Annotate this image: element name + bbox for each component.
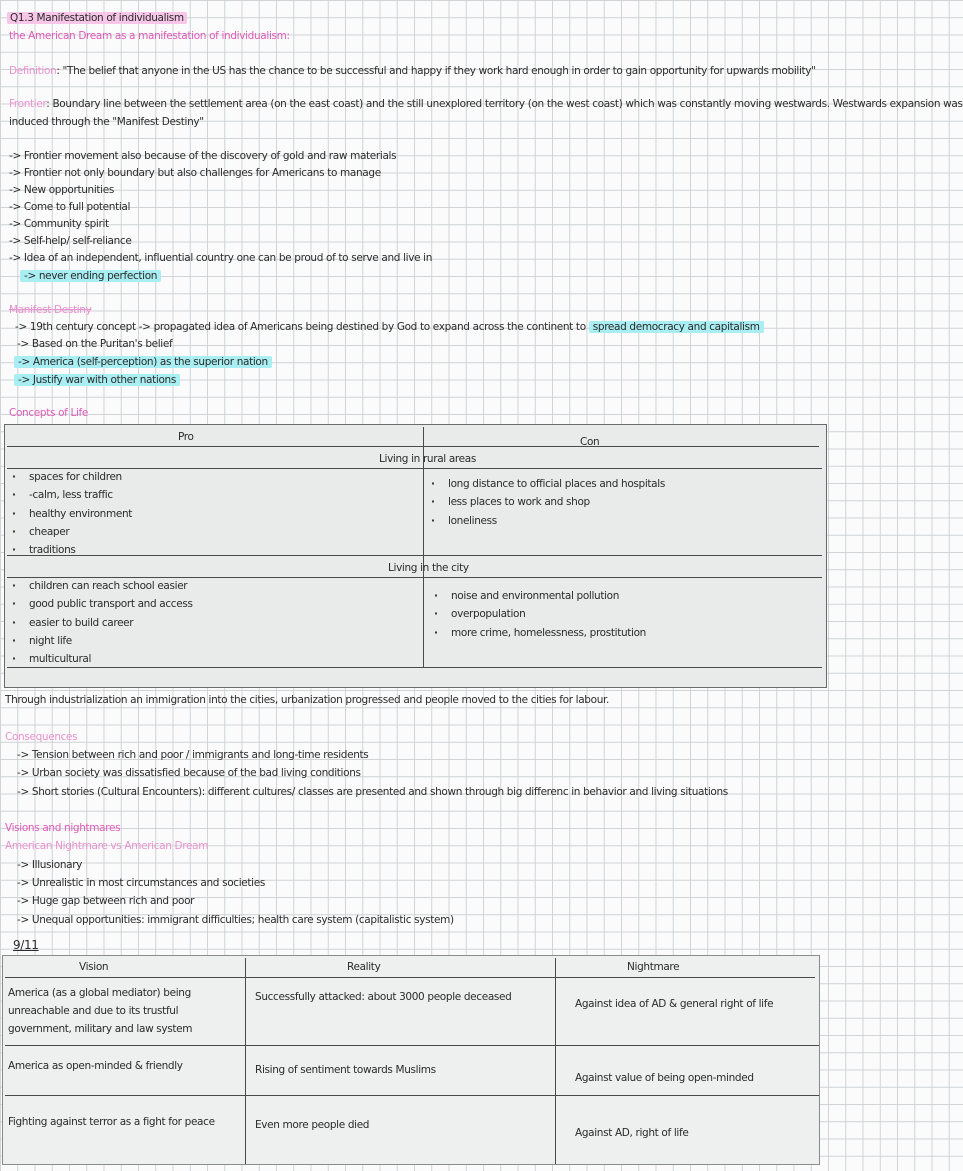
- frontier-label: Frontier: [9, 98, 47, 110]
- table-cell: Against value of being open-minded: [575, 1072, 754, 1084]
- consequence-point: -> Tension between rich and poor / immigrants and long-time residents: [17, 749, 369, 761]
- list-item: · traditions: [10, 541, 132, 559]
- consequences-label: Consequences: [5, 731, 78, 743]
- list-item: · children can reach school easier: [10, 577, 193, 595]
- table-cell: America (as a global mediator) being unreachable and due to its trustful government, military and law system: [8, 987, 193, 1035]
- pro-header: Pro: [178, 431, 194, 443]
- manifest-destiny-point: -> 19th century concept -> propagated idea of Americans being destined by God to expand across the continent to spread democracy and capitalism: [15, 321, 764, 333]
- vision-point: -> Illusionary: [17, 859, 83, 871]
- frontier-point: -> Idea of an independent, influential country one can be proud of to serve and live in: [9, 252, 433, 264]
- concepts-table: [4, 424, 827, 688]
- definition-label: Definition: [9, 65, 57, 77]
- list-item: · good public transport and access: [10, 595, 193, 613]
- frontier-sub-point: -> never ending perfection: [20, 270, 161, 282]
- vision-point: -> Unrealistic in most circumstances and societies: [17, 877, 265, 889]
- industrialization-text: Through industrialization an immigration into the cities, urbanization progressed and people moved to the cities for labour.: [5, 694, 609, 706]
- rural-con-list: [429, 475, 665, 530]
- list-item: · -calm, less traffic: [10, 486, 132, 504]
- table-cell: Against AD, right of life: [575, 1127, 689, 1139]
- table-cell: Successfully attacked: about 3000 people deceased: [255, 991, 512, 1003]
- rural-header: Living in rural areas: [379, 453, 476, 465]
- table-divider: [5, 1095, 819, 1096]
- consequence-point: -> Urban society was dissatisfied because of the bad living conditions: [17, 767, 361, 779]
- table-divider: [5, 977, 815, 978]
- list-item: · night life: [10, 632, 193, 650]
- list-item: · long distance to official places and hospitals: [429, 475, 665, 493]
- frontier-point: -> New opportunities: [9, 184, 114, 196]
- city-con-list: [432, 587, 646, 642]
- list-item: · easier to build career: [10, 614, 193, 632]
- concepts-label: Concepts of Life: [9, 407, 89, 419]
- table-divider: [5, 1045, 819, 1046]
- table-cell: Even more people died: [255, 1119, 370, 1131]
- manifest-destiny-point: -> Based on the Puritan's belief: [17, 338, 173, 350]
- vision-point: -> Unequal opportunities: immigrant difficulties; health care system (capitalistic system): [17, 914, 454, 926]
- table-cell: Against idea of AD & general right of life: [575, 998, 774, 1010]
- table-divider: [245, 958, 246, 1164]
- definition-line: [9, 65, 816, 77]
- consequence-point: -> Short stories (Cultural Encounters): different cultures/ classes are presented and shown through big differenc in behavior and living situations: [17, 786, 728, 798]
- con-header: Con: [580, 436, 600, 448]
- definition-text: : "The belief that anyone in the US has the chance to be successful and happy if they work hard enough in order to gain opportunity for upwards mobility": [56, 65, 816, 77]
- table-divider: [555, 958, 556, 1164]
- city-pro-list: [10, 577, 193, 668]
- city-header: Living in the city: [388, 562, 469, 574]
- list-item: · more crime, homelessness, prostitution: [432, 624, 646, 642]
- table-cell: Rising of sentiment towards Muslims: [255, 1064, 436, 1076]
- frontier-point: -> Frontier not only boundary but also challenges for Americans to manage: [9, 167, 381, 179]
- frontier-line-1: Frontier: Boundary line between the settlement area (on the east coast) and the still unexplored territory (on the west coast) which was constantly moving westwards. Westwards expansion was: [9, 98, 963, 110]
- nightmare-header: Nightmare: [627, 961, 680, 973]
- vision-header: Vision: [79, 961, 109, 973]
- rural-pro-list: [10, 468, 132, 559]
- visions-sub-label: American Nightmare vs American Dream: [5, 840, 209, 852]
- list-item: · noise and environmental pollution: [432, 587, 646, 605]
- frontier-point: -> Frontier movement also because of the discovery of gold and raw materials: [9, 150, 397, 162]
- frontier-point: -> Self-help/ self-reliance: [9, 235, 132, 247]
- frontier-point: -> Community spirit: [9, 218, 109, 230]
- manifest-destiny-point: -> Justify war with other nations: [14, 374, 180, 386]
- frontier-line-2: induced through the "Manifest Destiny": [9, 116, 204, 128]
- list-item: · overpopulation: [432, 605, 646, 623]
- list-item: · healthy environment: [10, 505, 132, 523]
- page-title: Q1.3 Manifestation of individualism: [7, 12, 187, 24]
- list-item: · less places to work and shop: [429, 493, 665, 511]
- list-item: · multicultural: [10, 650, 193, 668]
- table-divider: [7, 446, 819, 447]
- manifest-destiny-point: -> America (self-perception) as the superior nation: [14, 356, 272, 368]
- table-cell: Fighting against terror as a fight for peace: [8, 1116, 215, 1128]
- list-item: · loneliness: [429, 512, 665, 530]
- reality-header: Reality: [347, 961, 381, 973]
- manifest-destiny-label: Manifest Destiny: [9, 304, 92, 316]
- vision-point: -> Huge gap between rich and poor: [17, 895, 195, 907]
- nine-eleven-label: 9/11: [13, 938, 39, 952]
- nine-eleven-table: [2, 955, 820, 1165]
- table-cell: America as open-minded & friendly: [8, 1060, 183, 1072]
- frontier-point: -> Come to full potential: [9, 201, 131, 213]
- visions-label: Visions and nightmares: [5, 822, 121, 834]
- list-item: · cheaper: [10, 523, 132, 541]
- page-subtitle: the American Dream as a manifestation of individualism:: [9, 30, 290, 42]
- list-item: · spaces for children: [10, 468, 132, 486]
